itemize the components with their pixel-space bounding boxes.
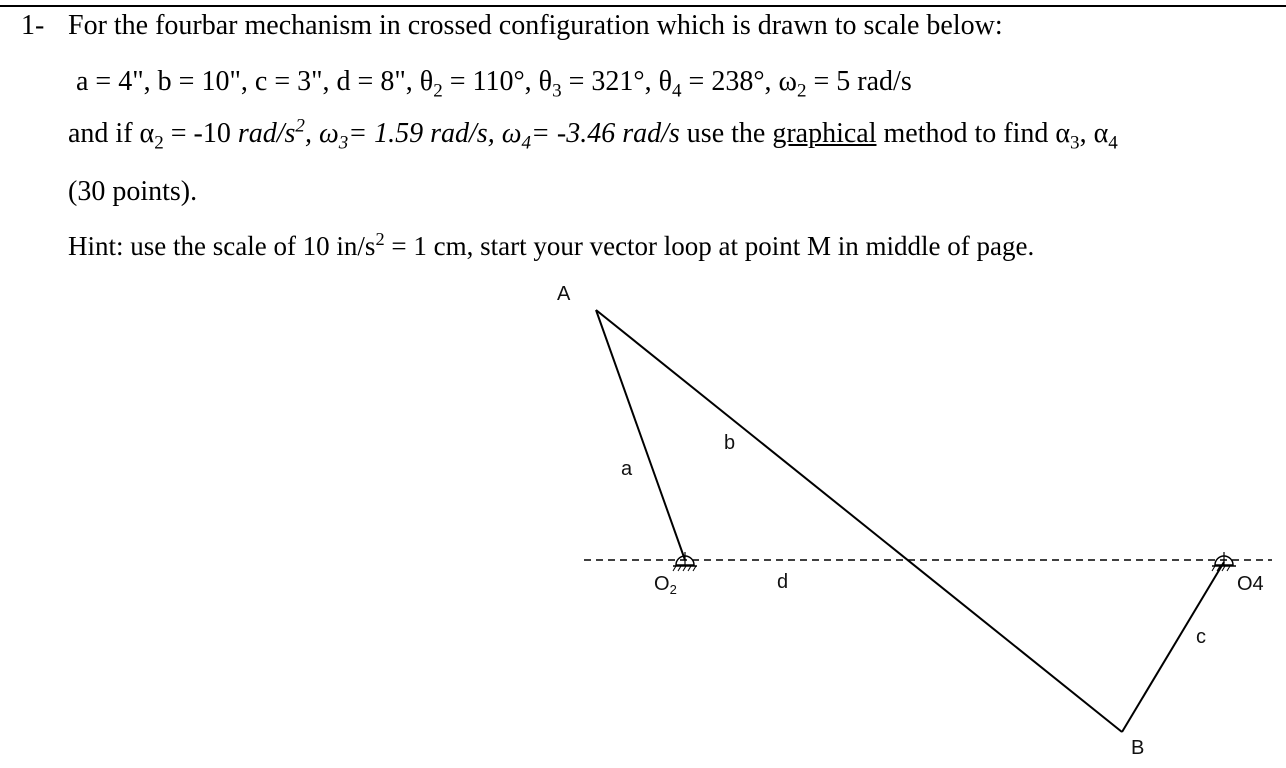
- link-b: [596, 310, 1122, 732]
- ground-pivot-o2: [673, 552, 697, 571]
- given-b: b = 10": [157, 66, 241, 97]
- question-statement: For the fourbar mechanism in crossed configuration which is drawn to scale below:: [68, 10, 1003, 41]
- points-value: (30 points).: [68, 176, 198, 207]
- label-point-a: A: [557, 283, 571, 305]
- given-d: d = 8": [336, 66, 406, 97]
- label-point-b: B: [1131, 737, 1145, 759]
- given-omega2: $\omega_2 = 5$ rad/s: [778, 66, 912, 102]
- given-theta3: $\theta_3 = 321^\circ$: [538, 66, 645, 102]
- link-c: [1122, 562, 1224, 732]
- given-theta4: $\theta_4 = 238^\circ$: [658, 66, 765, 102]
- hint: Hint: use the scale of 10 $in/s^2 = 1$ cm, start your vector loop at point M in middle of page.: [68, 229, 1035, 261]
- conditions-line: and if $\alpha_2 = -10$ rad/$s^2$, $\omega_3= 1.59$ rad/s, $\omega_4= -3.46$ rad/s use the graphical method to find $\alpha_3$, $\alpha_4$: [68, 115, 1118, 154]
- label-link-d: d: [777, 571, 789, 593]
- label-o4: O4: [1237, 573, 1264, 595]
- given-theta2: $\theta_2 = 110^\circ$: [419, 66, 525, 102]
- given-a: a = 4": [76, 66, 144, 97]
- label-link-b: b: [724, 432, 736, 454]
- label-o2: $O_2$: [654, 573, 677, 597]
- given-values: a = 4", b = 10", c = 3", d = 8", $\theta_2 = 110^\circ$, $\theta_3 = 321^\circ$, $\theta_4 = 238^\circ$, $\omega_2 = 5$ rad/s: [76, 66, 912, 102]
- label-link-a: a: [621, 458, 633, 480]
- label-link-c: c: [1196, 626, 1206, 648]
- given-c: c = 3": [254, 66, 323, 97]
- ground-pivot-o4: [1212, 552, 1236, 571]
- link-a: [596, 310, 685, 560]
- question-number: 1-: [21, 10, 45, 41]
- graphical-method-emphasis: graphical: [772, 118, 877, 149]
